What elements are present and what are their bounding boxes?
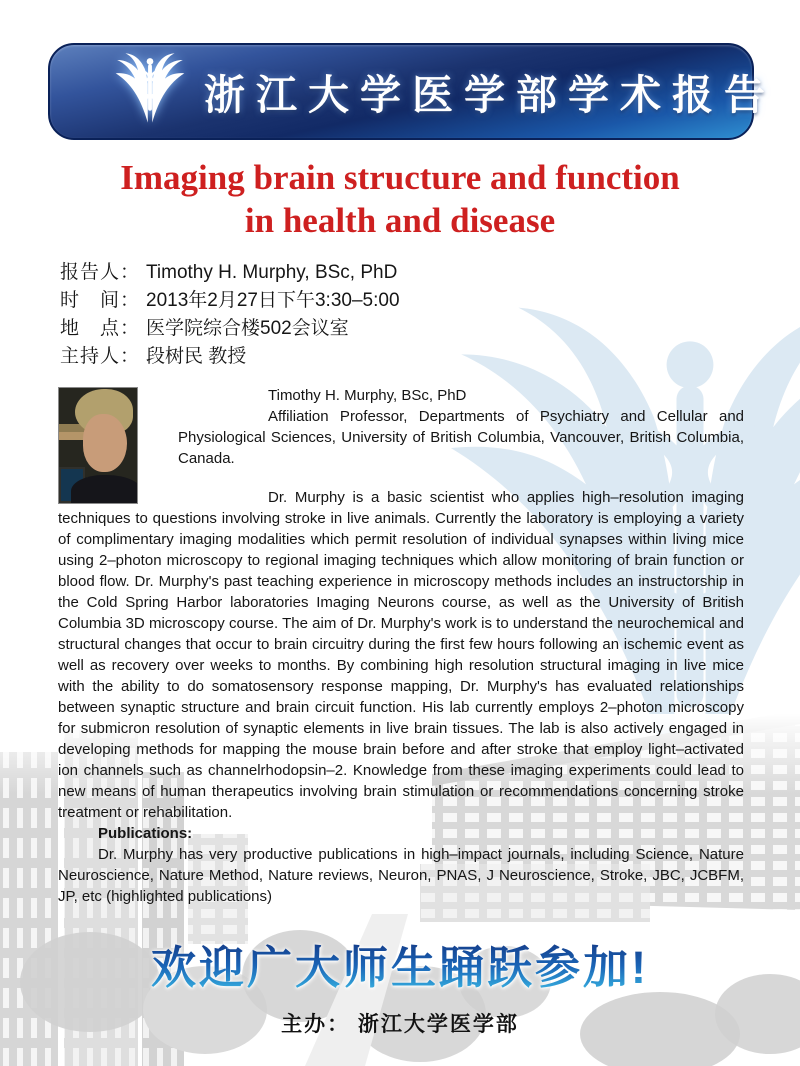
lecture-title-line2: in health and disease bbox=[244, 201, 556, 240]
detail-row-venue bbox=[60, 313, 400, 341]
detail-value: Timothy H. Murphy, BSc, PhD bbox=[146, 262, 398, 283]
winged-caduceus-logo-icon bbox=[112, 51, 188, 133]
detail-value: 医学院综合楼502会议室 bbox=[146, 318, 349, 339]
banner-title: 浙江大学医学部学术报告 bbox=[204, 72, 776, 118]
bio-affiliation: Affiliation Professor, Departments of Psychiatry and Cellular and Physiological Sciences, University of British Columbia, Vancouver, British Columbia, Canada. bbox=[178, 408, 744, 467]
detail-value: 2013年2月27日下午3:30–5:00 bbox=[146, 290, 400, 311]
welcome-banner bbox=[0, 942, 800, 994]
lecture-title-line1: Imaging brain structure and function bbox=[120, 158, 680, 197]
lecture-title bbox=[0, 156, 800, 242]
detail-value: 段树民 教授 bbox=[146, 346, 247, 367]
detail-label: 主持人： bbox=[60, 346, 141, 367]
welcome-text: 欢迎广大师生踊跃参加! bbox=[151, 942, 649, 993]
bio-body: Dr. Murphy is a basic scientist who applies high–resolution imaging techniques to questions involving stroke in live animals. Currently the laboratory is employing a variety of complimentary imaging modalities which permit resolution of individual synapses within living mice using 2–photon microscopy to regional imaging techniques which allow monitoring of brain function or blood flow. Dr. Murphy's past teaching experience in microscopy methods includes an instructorship in the Cold Spring Harbor laboratories Imaging Neurons course, as well as the University of British Columbia 3D microscopy course. The aim of Dr. Murphy's work is to understand the neurochemical and structural changes that occur to brain circuitry during the first few hours following an ischemic event as well as recovery over weeks to months. By combining high resolution structural imaging in live mice with the ability to do somatosensory response mapping, Dr. Murphy's has evaluated relationships between synaptic structure and brain circuit function. His lab currently employs 2–photon microscopy for submicron resolution of synaptic elements in live brain tissues. The lab is also actively engaged in developing methods for mapping the mouse brain before and after stroke that employ light–activated ion channels such as channelrhodopsin–2. Knowledge from these imaging experiments could lead to new means of human therapeutics involving brain stimulation or recommendations concerning stroke treatment or rehabilitation. bbox=[58, 489, 744, 821]
organizer-line: 主办： 浙江大学医学部 bbox=[281, 1013, 519, 1036]
detail-row-host bbox=[60, 341, 400, 369]
detail-label: 报告人： bbox=[60, 262, 141, 283]
publications-text: Dr. Murphy has very productive publications in high–impact journals, including Science, Nature Neuroscience, Nature Method, Nature reviews, Neuron, PNAS, J Neuroscience, Stroke, JBC, JCBFM, JP, etc (highlighted publications) bbox=[58, 846, 744, 905]
publications-heading: Publications: bbox=[98, 825, 193, 842]
header-banner bbox=[48, 43, 776, 140]
detail-label: 地 点： bbox=[60, 318, 141, 339]
photo-face bbox=[83, 414, 127, 472]
bio-name-line: Timothy H. Murphy, BSc, PhD bbox=[268, 387, 467, 404]
speaker-bio bbox=[58, 385, 744, 907]
detail-label: 时 间： bbox=[60, 290, 141, 311]
speaker-photo bbox=[58, 387, 138, 504]
detail-row-time bbox=[60, 285, 400, 313]
detail-row-speaker bbox=[60, 257, 400, 285]
lecture-details bbox=[60, 257, 400, 369]
photo-shirt bbox=[71, 475, 138, 504]
